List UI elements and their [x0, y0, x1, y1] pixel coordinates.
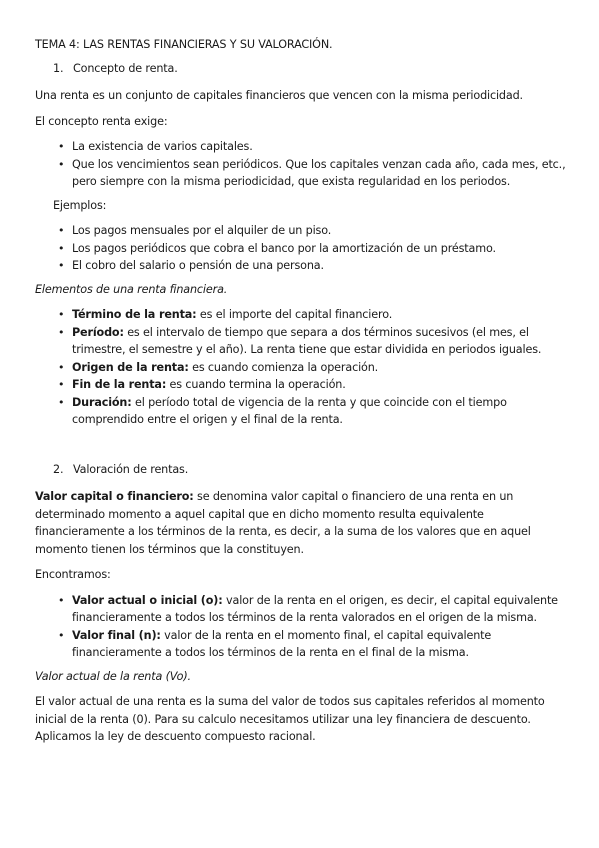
element-term: Fin de la renta: — [72, 378, 167, 391]
element-desc: es el importe del capital financiero. — [196, 308, 393, 321]
requirements-intro: El concepto renta exige: — [35, 114, 168, 128]
list-item — [35, 324, 569, 359]
present-value-heading: Valor actual de la renta (Vo). — [35, 669, 191, 683]
list-item: • El cobro del salario o pensión de una persona. — [35, 257, 569, 275]
value-term: Valor final (n): — [72, 628, 161, 642]
section-2-number: 2. — [53, 462, 64, 476]
list-item: • La existencia de varios capitales. — [35, 138, 569, 156]
element-desc: es cuando comienza la operación. — [188, 360, 379, 374]
list-item: • Que los vencimientos sean periódicos. Que los capitales venzan cada año, cada mes, etc., pero siempre con la misma periodicidad, que exista regularidad en los periodos. — [35, 156, 569, 191]
list-item — [35, 592, 569, 627]
elements-heading: Elementos de una renta financiera. — [35, 282, 228, 296]
list-item — [35, 627, 569, 662]
element-term: Duración: — [72, 395, 132, 409]
capital-value-definition — [35, 488, 569, 558]
list-item — [35, 394, 569, 429]
value-term: Valor actual o inicial (o): — [72, 593, 223, 607]
section-2-heading-text: Valoración de rentas. — [73, 462, 189, 476]
list-item: • Los pagos periódicos que cobra el banco por la amortización de un préstamo. — [35, 240, 569, 258]
element-term: Período: — [72, 325, 124, 339]
capital-value-term: Valor capital o financiero: — [35, 490, 194, 503]
found-intro: Encontramos: — [35, 568, 111, 581]
document-title: TEMA 4: LAS RENTAS FINANCIERAS Y SU VALORACIÓN. — [35, 38, 333, 51]
element-desc: el período total de vigencia de la renta y que coincide con el tiempo comprendido entre el origen y el final de la renta. — [72, 395, 507, 426]
section-1-heading — [35, 60, 569, 78]
element-desc: es cuando termina la operación. — [166, 378, 346, 391]
examples-label: Ejemplos: — [53, 198, 107, 212]
elements-list — [35, 306, 569, 429]
element-desc: es el intervalo de tiempo que separa a dos términos sucesivos (el mes, el trimestre, el semestre y el año). La renta tiene que estar dividida en periodos iguales. — [72, 325, 542, 356]
section-spacer — [35, 435, 569, 461]
section-1-heading-text: Concepto de renta. — [73, 61, 178, 75]
section-2-heading — [35, 461, 569, 479]
element-term: Origen de la renta: — [72, 360, 189, 374]
renta-definition: Una renta es un conjunto de capitales financieros que vencen con la misma periodicidad. — [35, 89, 523, 102]
values-list — [35, 592, 569, 662]
list-item: • Los pagos mensuales por el alquiler de un piso. — [35, 222, 569, 240]
list-item — [35, 359, 569, 377]
value-desc: valor de la renta en el momento final, el capital equivalente financieramente a todos los términos de la renta en el final de la misma. — [72, 628, 492, 659]
capital-value-desc: se denomina valor capital o financiero de una renta en un determinado momento a aquel capital que en dicho momento resulta equivalente financieramente a los términos de la renta, es decir, a la suma de los valores que en aquel momento tienen los términos que la constituyen. — [35, 490, 531, 556]
section-1-number: 1. — [53, 61, 64, 75]
list-item — [35, 376, 569, 394]
element-term: Término de la renta: — [72, 308, 197, 321]
requirements-list — [35, 138, 569, 191]
list-item — [35, 306, 569, 324]
value-desc: valor de la renta en el origen, es decir, el capital equivalente financieramente a todos los términos de la renta valorados en el origen de la misma. — [72, 593, 558, 624]
examples-list — [35, 222, 569, 275]
present-value-text: El valor actual de una renta es la suma del valor de todos sus capitales referidos al momento inicial de la renta (0). Para su calculo necesitamos utilizar una ley financiera de descuento. Aplicamos la ley de descuento compuesto racional. — [35, 695, 545, 743]
